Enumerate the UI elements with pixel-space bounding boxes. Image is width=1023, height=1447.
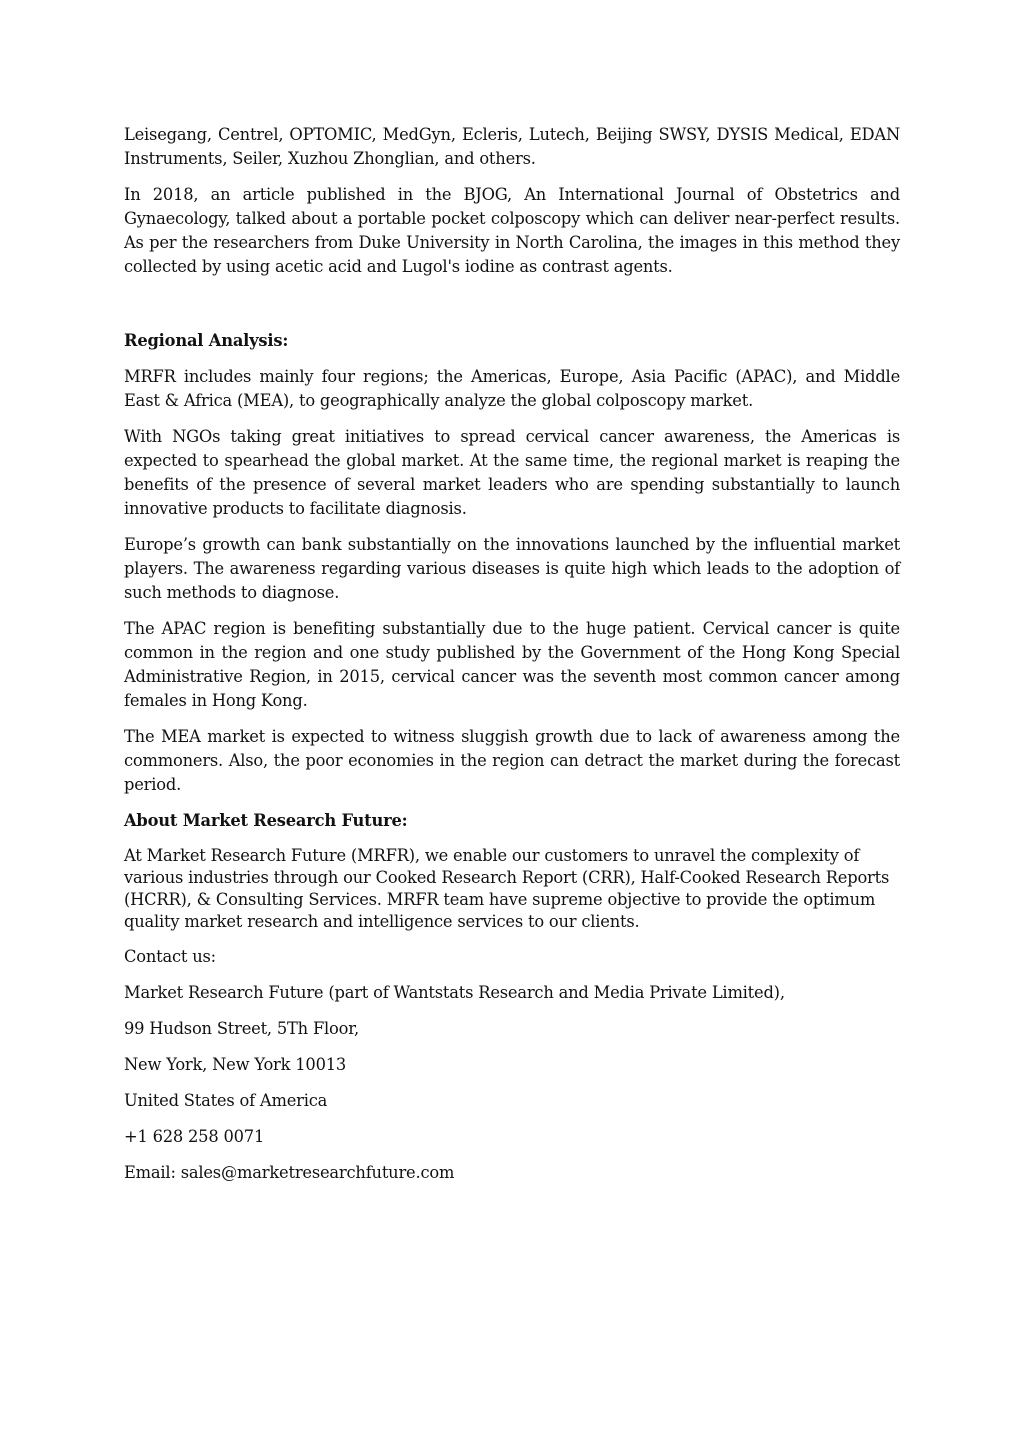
article-paragraph: In 2018, an article published in the BJOG, An International Journal of Obstetrics and Gynaecology, talked about a portable pocket colposcopy which can deliver near-perfect results. As per the researchers from Duke University in North Carolina, the images in this method they collected by using acetic acid and Lugol's iodine as contrast agents. [124, 185, 900, 276]
about-heading: About Market Research Future: [124, 811, 408, 830]
section-spacer [124, 291, 900, 329]
americas-paragraph: With NGOs taking great initiatives to spread cervical cancer awareness, the Americas is expected to spearhead the global market. At the same time, the regional market is reaping the benefits of the presence of several market leaders who are spending substantially to launch innovative products to facilitate diagnosis. [124, 427, 900, 518]
contact-company: Market Research Future (part of Wantstats Research and Media Private Limited), [124, 983, 785, 1002]
contact-phone: +1 628 258 0071 [124, 1127, 265, 1146]
regions-paragraph: MRFR includes mainly four regions; the Americas, Europe, Asia Pacific (APAC), and Middle East & Africa (MEA), to geographically analyze the global colposcopy market. [124, 367, 900, 410]
europe-paragraph: Europe’s growth can bank substantially on the innovations launched by the influential market players. The awareness regarding various diseases is quite high which leads to the adoption of such methods to diagnose. [124, 535, 900, 602]
contact-street: 99 Hudson Street, 5Th Floor, [124, 1019, 360, 1038]
contact-label: Contact us: [124, 947, 216, 966]
contact-city: New York, New York 10013 [124, 1055, 347, 1074]
mea-paragraph: The MEA market is expected to witness sluggish growth due to lack of awareness among the commoners. Also, the poor economies in the region can detract the market during the forecast period. [124, 727, 900, 794]
regional-analysis-heading: Regional Analysis: [124, 331, 289, 350]
apac-paragraph: The APAC region is benefiting substantially due to the huge patient. Cervical cancer is quite common in the region and one study published by the Government of the Hong Kong Special Administrative Region, in 2015, cervical cancer was the seventh most common cancer among females in Hong Kong. [124, 619, 900, 710]
about-paragraph: At Market Research Future (MRFR), we enable our customers to unravel the complexity of various industries through our Cooked Research Report (CRR), Half-Cooked Research Reports (HCRR), & Consulting Services. MRFR team have supreme objective to provide the optimum quality market research and intelligence services to our clients. [124, 846, 890, 931]
contact-country: United States of America [124, 1091, 328, 1110]
contact-email[interactable]: Email: sales@marketresearchfuture.com [124, 1163, 455, 1182]
document-page [124, 123, 900, 1197]
companies-paragraph: Leisegang, Centrel, OPTOMIC, MedGyn, Ecleris, Lutech, Beijing SWSY, DYSIS Medical, EDAN Instruments, Seiler, Xuzhou Zhonglian, and others. [124, 125, 900, 168]
